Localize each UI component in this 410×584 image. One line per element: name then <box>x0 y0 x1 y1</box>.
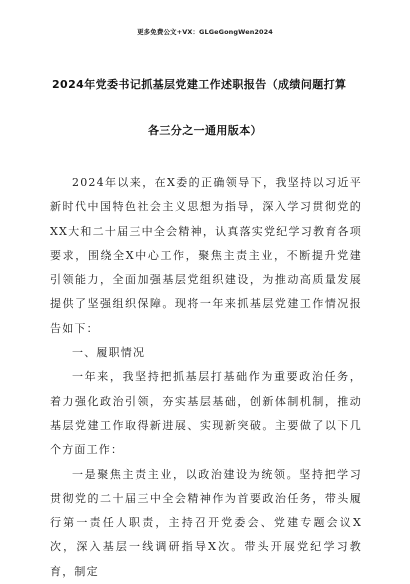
paragraph-overview: 一年来，我坚持把抓基层打基础作为重要政治任务，着力强化政治引领，夯实基层基础，创新体制机制，推动基层党建工作取得新进展、实现新突破。主要做了以下几个方面工作： <box>50 370 362 457</box>
header-note: 更多免费公文+VX：GLGeGongWen2024 <box>137 28 273 36</box>
document-title-line-1: 2024年党委书记抓基层党建工作述职报告（成绩问题打算 <box>52 78 347 91</box>
paragraph-point-one: 一是聚焦主责主业，以政治建设为统领。坚持把学习贯彻党的二十届三中全会精神作为首要政治任务，带头履行第一责任人职责，主持召开党委会、党建专题会议X次，深入基层一线调研指导X次。带头开展党纪学习教育，制定 <box>50 467 362 578</box>
document-body <box>50 171 362 584</box>
section-heading-performance: 一、履职情况 <box>72 346 146 360</box>
document-title-line-2: 各三分之一通用版本） <box>148 124 262 137</box>
paragraph-intro: 2024年以来，在X委的正确领导下，我坚持以习近平新时代中国特色社会主义思想为指导，深入学习贯彻党的XX大和二十届三中全会精神，认真落实党纪学习教育各项要求，围绕全X中心工作，聚焦主责主业，不断提升党建引领能力，全面加强基层党组织建设，为推动高质量发展提供了坚强组织保障。现将一年来抓基层党建工作情况报告如下： <box>50 176 362 335</box>
